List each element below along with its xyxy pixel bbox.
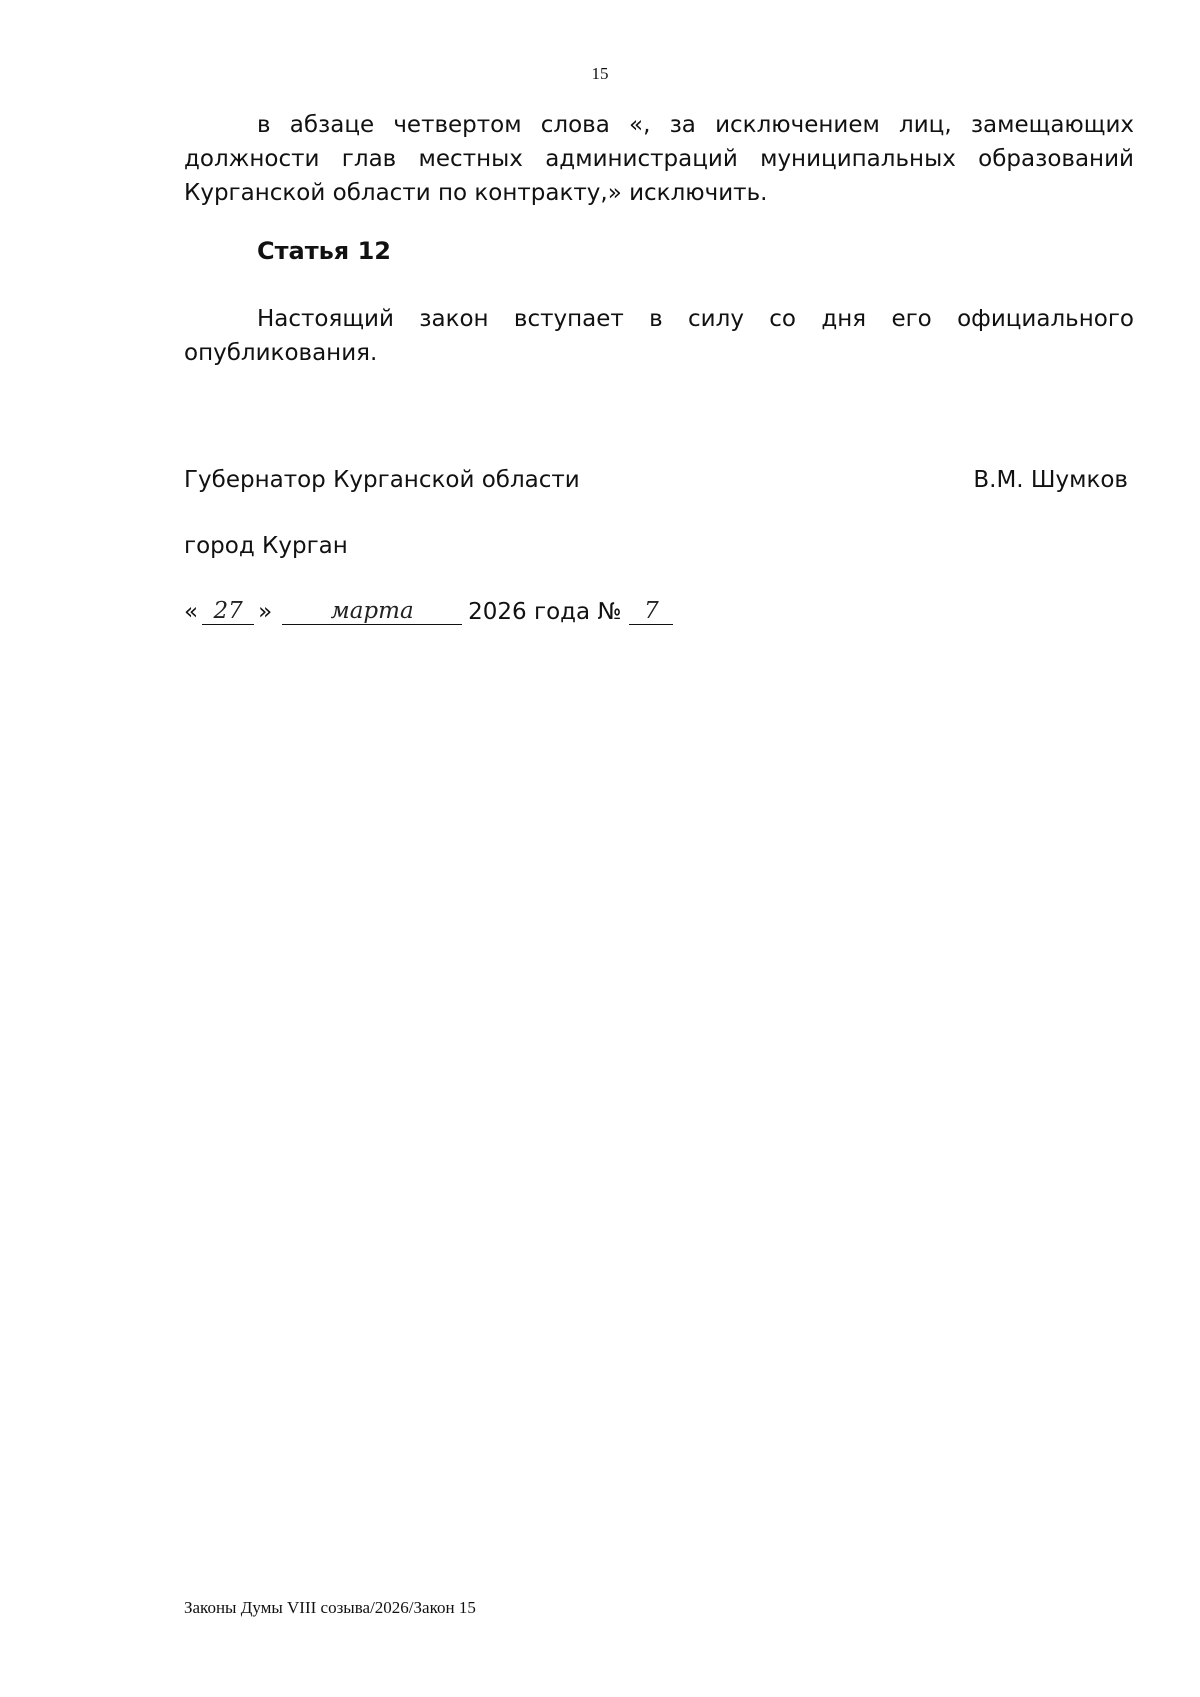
signature-block bbox=[184, 467, 1128, 493]
effective-date-paragraph: Настоящий закон вступает в силу со дня его официального опубликования. bbox=[184, 306, 1134, 366]
date-line bbox=[184, 598, 673, 625]
page-number: 15 bbox=[591, 64, 609, 83]
city-line: город Курган bbox=[184, 533, 348, 559]
handwritten-law-number: 7 bbox=[629, 598, 673, 625]
handwritten-day: 27 bbox=[202, 598, 254, 625]
handwritten-month: марта bbox=[282, 598, 462, 625]
year-label: 2026 года № bbox=[468, 599, 622, 625]
signer-name: В.М. Шумков bbox=[973, 467, 1128, 493]
close-quote: » bbox=[258, 599, 273, 625]
signer-title: Губернатор Курганской области bbox=[184, 467, 580, 493]
amendment-paragraph: в абзаце четвертом слова «, за исключением лиц, замещающих должности глав местных администраций муниципальных образований Курганской области по контракту,» исключить. bbox=[184, 112, 1134, 206]
article-heading: Статья 12 bbox=[257, 237, 391, 265]
open-quote: « bbox=[184, 599, 199, 625]
footer-reference: Законы Думы VIII созыва/2026/Закон 15 bbox=[184, 1598, 476, 1617]
